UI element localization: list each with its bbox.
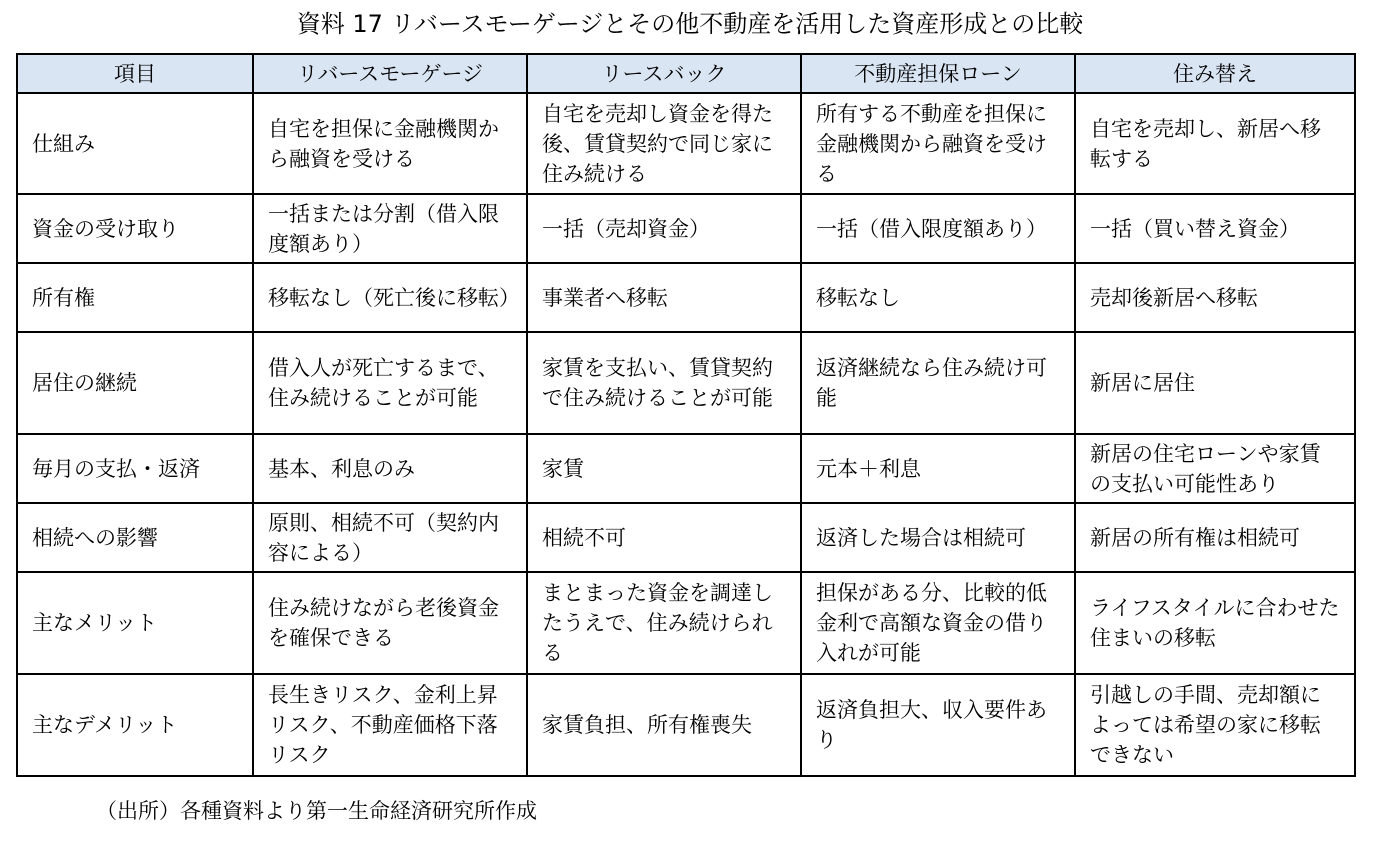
reverse-mortgage-cell: 長生きリスク、金利上昇リスク、不動産価格下落リスク [253,674,527,776]
row-item-cell: 主なデメリット [17,674,253,776]
reverse-mortgage-cell: 借入人が死亡するまで、住み続けることが可能 [253,332,527,434]
leaseback-cell: 事業者へ移転 [527,263,801,332]
header-reverse-mortgage: リバースモーゲージ [253,54,527,93]
table-row [17,503,1355,572]
table-header-row [17,54,1355,93]
real-estate-loan-cell: 元本＋利息 [801,434,1075,503]
document-title: 資料 17 リバースモーゲージとその他不動産を活用した資産形成との比較 [296,10,1084,38]
table-row [17,263,1355,332]
leaseback-cell: 一括（売却資金） [527,194,801,263]
row-item-cell: 資金の受け取り [17,194,253,263]
leaseback-cell: 相続不可 [527,503,801,572]
table-row [17,332,1355,434]
relocation-cell: 新居に居住 [1075,332,1355,434]
real-estate-loan-cell: 返済した場合は相続可 [801,503,1075,572]
relocation-cell: 自宅を売却し、新居へ移転する [1075,93,1355,194]
row-item-cell: 居住の継続 [17,332,253,434]
source-note: （出所）各種資料より第一生命経済研究所作成 [96,799,537,823]
reverse-mortgage-cell: 基本、利息のみ [253,434,527,503]
real-estate-loan-cell: 担保がある分、比較的低金利で高額な資金の借り入れが可能 [801,572,1075,674]
real-estate-loan-cell: 所有する不動産を担保に金融機関から融資を受ける [801,93,1075,194]
leaseback-cell: 家賃負担、所有権喪失 [527,674,801,776]
table-row [17,194,1355,263]
row-item-cell: 仕組み [17,93,253,194]
header-relocation: 住み替え [1075,54,1355,93]
relocation-cell: 新居の住宅ローンや家賃の支払い可能性あり [1075,434,1355,503]
reverse-mortgage-cell: 住み続けながら老後資金を確保できる [253,572,527,674]
relocation-cell: ライフスタイルに合わせた住まいの移転 [1075,572,1355,674]
table-row [17,674,1355,776]
header-item: 項目 [17,54,253,93]
header-real-estate-loan: 不動産担保ローン [801,54,1075,93]
reverse-mortgage-cell: 原則、相続不可（契約内容による） [253,503,527,572]
real-estate-loan-cell: 移転なし [801,263,1075,332]
relocation-cell: 新居の所有権は相続可 [1075,503,1355,572]
reverse-mortgage-cell: 一括または分割（借入限度額あり） [253,194,527,263]
table-row [17,93,1355,194]
header-leaseback: リースバック [527,54,801,93]
relocation-cell: 売却後新居へ移転 [1075,263,1355,332]
row-item-cell: 毎月の支払・返済 [17,434,253,503]
relocation-cell: 一括（買い替え資金） [1075,194,1355,263]
leaseback-cell: 自宅を売却し資金を得た後、賃貸契約で同じ家に住み続ける [527,93,801,194]
table-row [17,434,1355,503]
reverse-mortgage-cell: 移転なし（死亡後に移転） [253,263,527,332]
relocation-cell: 引越しの手間、売却額によっては希望の家に移転できない [1075,674,1355,776]
leaseback-cell: 家賃を支払い、賃貸契約で住み続けることが可能 [527,332,801,434]
real-estate-loan-cell: 返済継続なら住み続け可能 [801,332,1075,434]
real-estate-loan-cell: 返済負担大、収入要件あり [801,674,1075,776]
leaseback-cell: 家賃 [527,434,801,503]
leaseback-cell: まとまった資金を調達したうえで、住み続けられる [527,572,801,674]
row-item-cell: 所有権 [17,263,253,332]
real-estate-loan-cell: 一括（借入限度額あり） [801,194,1075,263]
row-item-cell: 相続への影響 [17,503,253,572]
row-item-cell: 主なメリット [17,572,253,674]
comparison-table [16,53,1356,777]
table-row [17,572,1355,674]
reverse-mortgage-cell: 自宅を担保に金融機関から融資を受ける [253,93,527,194]
